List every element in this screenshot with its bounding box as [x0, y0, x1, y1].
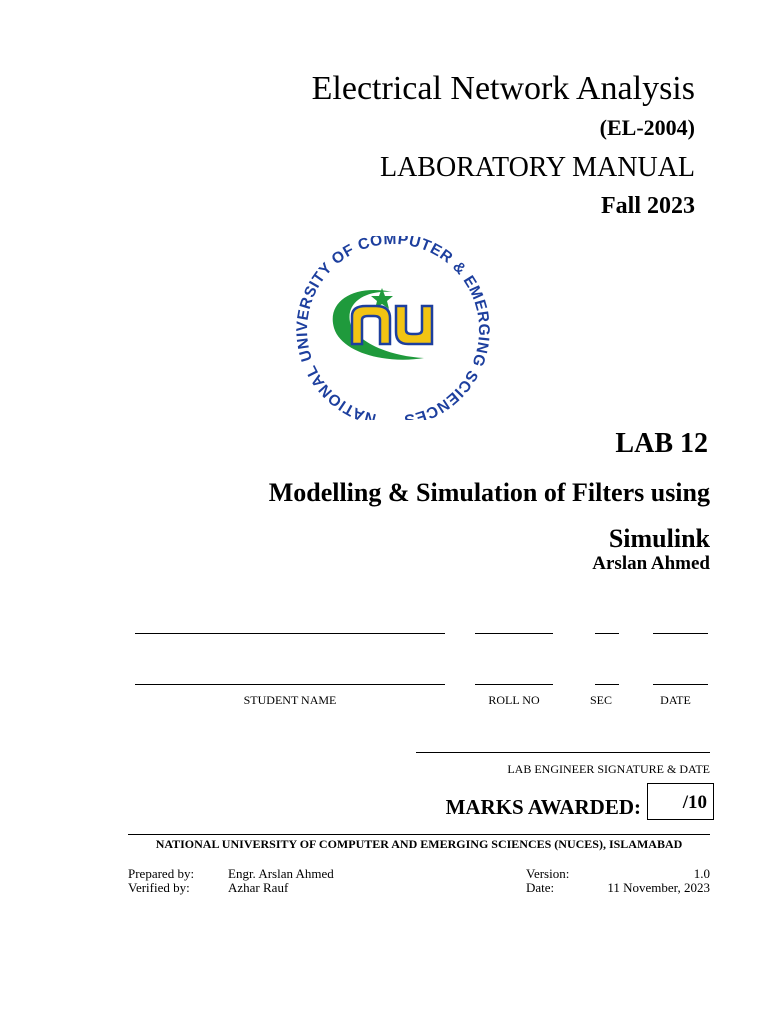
logo-nu-mark — [352, 306, 432, 344]
lab-author: Arslan Ahmed — [592, 553, 710, 574]
signature-label: LAB ENGINEER SIGNATURE & DATE — [507, 762, 710, 776]
sec-line-1[interactable] — [595, 633, 619, 634]
lab-number: LAB 12 — [615, 428, 708, 459]
version-value: 1.0 — [693, 866, 710, 881]
marks-label: MARKS AWARDED: — [445, 795, 641, 819]
marks-total: /10 — [682, 792, 707, 813]
roll-no-line-1[interactable] — [475, 633, 553, 634]
footer-divider — [128, 834, 710, 835]
student-name-line-2[interactable] — [135, 684, 445, 685]
svg-text:NATIONAL UNIVERSITY OF COMPUTE — [296, 236, 490, 420]
date-meta-label: Date: — [526, 880, 555, 895]
verified-by-value: Azhar Rauf — [228, 880, 289, 895]
student-name-label: STUDENT NAME — [243, 693, 337, 707]
term-label: Fall 2023 — [601, 193, 695, 219]
verified-by-label: Verified by: — [128, 880, 190, 895]
date-line-1[interactable] — [653, 633, 708, 634]
marks-box[interactable] — [647, 783, 714, 820]
manual-label: LABORATORY MANUAL — [379, 152, 695, 183]
prepared-by-value: Engr. Arslan Ahmed — [228, 866, 334, 881]
roll-no-label: ROLL NO — [488, 693, 540, 707]
signature-line[interactable] — [416, 752, 710, 753]
course-code: (EL-2004) — [599, 115, 695, 140]
course-title: Electrical Network Analysis — [311, 70, 695, 107]
student-name-line-1[interactable] — [135, 633, 445, 634]
date-line-2[interactable] — [653, 684, 708, 685]
university-logo-graphic — [296, 236, 490, 420]
version-label: Version: — [526, 866, 570, 881]
date-meta-value: 11 November, 2023 — [607, 880, 710, 895]
sec-line-2[interactable] — [595, 684, 619, 685]
date-label: DATE — [660, 693, 691, 707]
university-name: NATIONAL UNIVERSITY OF COMPUTER AND EMERGING SCIENCES (NUCES), ISLAMABAD — [155, 837, 683, 851]
university-logo — [296, 236, 490, 420]
lab-title: Modelling & Simulation of Filters using Simulink — [268, 478, 710, 553]
sec-label: SEC — [589, 693, 612, 707]
prepared-by-label: Prepared by: — [128, 866, 195, 881]
roll-no-line-2[interactable] — [475, 684, 553, 685]
logo-ring-text: NATIONAL UN ERSITY OF COMPUTER & EME NG SCIENCES — [296, 236, 490, 420]
